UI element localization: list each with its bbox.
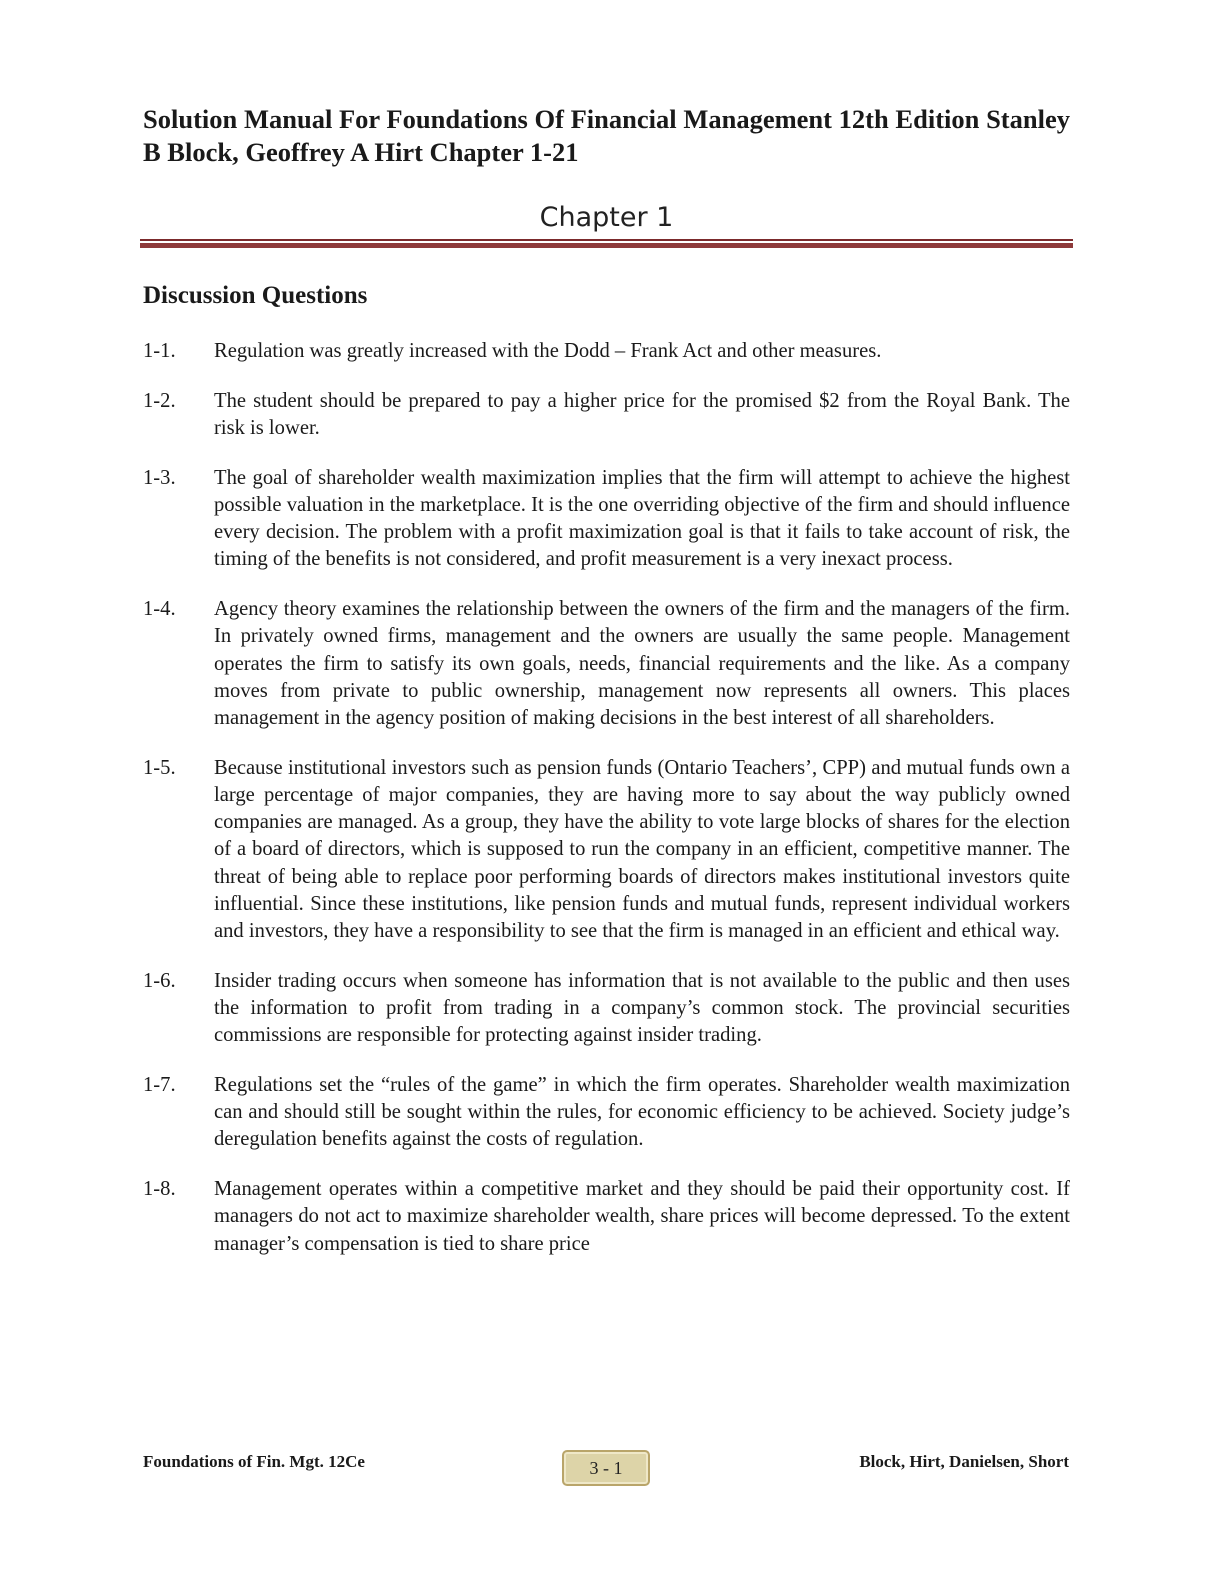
question-item [143, 465, 1070, 574]
chapter-heading: Chapter 1 [539, 202, 674, 233]
discussion-question-list [143, 338, 1070, 1280]
question-item [143, 968, 1070, 1050]
question-item [143, 1072, 1070, 1154]
question-item [143, 338, 1070, 365]
question-answer-text: Insider trading occurs when someone has information that is not available to the public and then uses the information to profit from trading in a company’s common stock. The provincial securities commissions are responsible for protecting against insider trading. [214, 969, 1070, 1047]
footer-book-title: Foundations of Fin. Mgt. 12Ce [143, 1452, 365, 1471]
question-answer-text: The goal of shareholder wealth maximization implies that the firm will attempt to achieve the highest possible valuation in the marketplace. It is the one overriding objective of the firm and should influence every decision. The problem with a profit maximization goal is that it fails to take account of risk, the timing of the benefits is not considered, and profit measurement is a very inexact process. [214, 466, 1070, 571]
question-item [143, 755, 1070, 945]
footer-authors: Block, Hirt, Danielsen, Short [859, 1452, 1069, 1471]
question-number: 1-8. [143, 1178, 176, 1201]
section-heading: Discussion Questions [143, 282, 368, 309]
chapter-divider [140, 239, 1073, 248]
question-number: 1-2. [143, 389, 176, 412]
question-number: 1-4. [143, 598, 176, 621]
question-item [143, 596, 1070, 732]
question-number: 1-1. [143, 340, 176, 362]
document-title: Solution Manual For Foundations Of Financial Management 12th Edition Stanley B Block, Geoffrey A Hirt Chapter 1-21 [143, 104, 1070, 167]
question-item [143, 1176, 1070, 1258]
question-answer-text: Management operates within a competitive market and they should be paid their opportunity cost. If managers do not act to maximize shareholder wealth, share prices will become depressed. To the extent manager’s compensation is tied to share price [214, 1178, 1070, 1255]
question-answer-text: The student should be prepared to pay a higher price for the promised $2 from the Royal Bank. The risk is lower. [214, 389, 1070, 439]
divider-thick-line [140, 243, 1073, 248]
question-answer-text: Agency theory examines the relationship between the owners of the firm and the managers of the firm. In privately owned firms, management and the owners are usually the same people. Management operates the firm to satisfy its own goals, needs, financial requirements and the like. As a company moves from private to public ownership, management now represents all owners. This places management in the agency position of making decisions in the best interest of all shareholders. [214, 598, 1070, 730]
question-number: 1-3. [143, 466, 176, 489]
question-item [143, 388, 1070, 442]
question-answer-text: Regulation was greatly increased with the Dodd – Frank Act and other measures. [214, 340, 882, 362]
page-number-badge: 3 - 1 [562, 1450, 650, 1486]
divider-thin-line [140, 239, 1073, 241]
question-number: 1-7. [143, 1074, 176, 1097]
question-number: 1-5. [143, 756, 176, 779]
question-answer-text: Because institutional investors such as pension funds (Ontario Teachers’, CPP) and mutual funds own a large percentage of major companies, they are having more to say about the way publicly owned companies are managed. As a group, they have the ability to vote large blocks of shares for the election of a board of directors, which is supposed to run the company in an efficient, competitive manner. The threat of being able to replace poor performing boards of directors makes institutional investors quite influential. Since these institutions, like pension funds and mutual funds, represent individual workers and investors, they have a responsibility to see that the firm is managed in an efficient and ethical way. [214, 756, 1070, 943]
question-number: 1-6. [143, 969, 176, 992]
question-answer-text: Regulations set the “rules of the game” in which the firm operates. Shareholder wealth maximization can and should still be sought within the rules, for economic efficiency to be achieved. Society judge’s deregulation benefits against the costs of regulation. [214, 1074, 1070, 1151]
